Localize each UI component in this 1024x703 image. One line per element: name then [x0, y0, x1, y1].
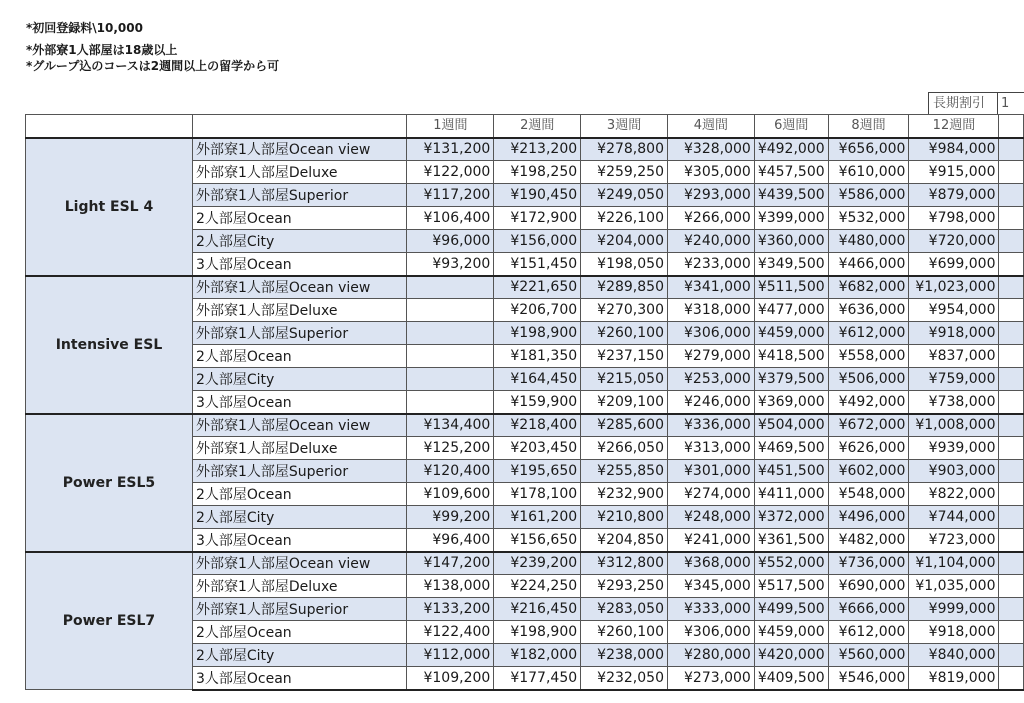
price-cell: ¥656,000 [828, 138, 909, 161]
price-cell: ¥736,000 [828, 552, 909, 575]
room-type: 2人部屋City [192, 368, 406, 391]
room-type: 外部寮1人部屋Superior [192, 460, 406, 483]
price-cell [407, 276, 494, 299]
price-cell: ¥198,900 [494, 322, 581, 345]
header-cell [192, 115, 406, 138]
price-cell [407, 368, 494, 391]
price-cell: ¥372,000 [754, 506, 828, 529]
room-type: 3人部屋Ocean [192, 529, 406, 552]
price-cell: ¥249,050 [581, 184, 668, 207]
room-type: 外部寮1人部屋Superior [192, 598, 406, 621]
price-cell: ¥459,000 [754, 621, 828, 644]
room-type: 外部寮1人部屋Ocean view [192, 276, 406, 299]
price-cell: ¥837,000 [909, 345, 999, 368]
header-cell: 2週間 [494, 115, 581, 138]
price-cell: ¥293,250 [581, 575, 668, 598]
room-type: 2人部屋Ocean [192, 483, 406, 506]
price-cell: ¥626,000 [828, 437, 909, 460]
price-cell: ¥246,000 [667, 391, 754, 414]
header-row [26, 115, 1024, 138]
price-cell [407, 345, 494, 368]
price-table [25, 114, 1024, 691]
price-cell: ¥112,000 [407, 644, 494, 667]
price-cell: ¥177,450 [494, 667, 581, 690]
price-cell-cut [999, 138, 1024, 161]
price-cell: ¥399,000 [754, 207, 828, 230]
room-type: 外部寮1人部屋Deluxe [192, 299, 406, 322]
price-cell: ¥918,000 [909, 621, 999, 644]
price-cell: ¥279,000 [667, 345, 754, 368]
price-cell: ¥409,500 [754, 667, 828, 690]
price-cell: ¥237,150 [581, 345, 668, 368]
note-group-course: *グループ込のコースは2週間以上の留学から可 [26, 59, 280, 73]
price-cell: ¥96,400 [407, 529, 494, 552]
price-cell: ¥106,400 [407, 207, 494, 230]
room-type: 2人部屋City [192, 506, 406, 529]
price-cell: ¥492,000 [828, 391, 909, 414]
price-cell: ¥109,600 [407, 483, 494, 506]
price-cell: ¥280,000 [667, 644, 754, 667]
price-cell: ¥255,850 [581, 460, 668, 483]
room-type: 外部寮1人部屋Ocean view [192, 138, 406, 161]
table-row [26, 138, 1024, 161]
price-cell: ¥122,000 [407, 161, 494, 184]
price-cell: ¥612,000 [828, 322, 909, 345]
price-cell: ¥151,450 [494, 253, 581, 276]
header-cell: 8週間 [828, 115, 909, 138]
price-cell: ¥558,000 [828, 345, 909, 368]
price-cell: ¥241,000 [667, 529, 754, 552]
price-cell: ¥723,000 [909, 529, 999, 552]
price-cell-cut [999, 207, 1024, 230]
price-cell: ¥182,000 [494, 644, 581, 667]
price-cell-cut [999, 667, 1024, 690]
room-type: 2人部屋Ocean [192, 207, 406, 230]
price-cell: ¥336,000 [667, 414, 754, 437]
price-cell: ¥984,000 [909, 138, 999, 161]
price-cell [407, 391, 494, 414]
price-cell-cut [999, 253, 1024, 276]
price-cell: ¥840,000 [909, 644, 999, 667]
price-cell: ¥161,200 [494, 506, 581, 529]
price-cell: ¥480,000 [828, 230, 909, 253]
room-type: 3人部屋Ocean [192, 667, 406, 690]
price-cell-cut [999, 299, 1024, 322]
price-cell: ¥198,050 [581, 253, 668, 276]
price-cell: ¥198,250 [494, 161, 581, 184]
price-cell-cut [999, 460, 1024, 483]
price-cell: ¥532,000 [828, 207, 909, 230]
price-cell: ¥1,035,000 [909, 575, 999, 598]
price-cell: ¥369,000 [754, 391, 828, 414]
price-cell: ¥457,500 [754, 161, 828, 184]
course-name: Power ESL7 [26, 552, 193, 690]
price-cell-cut [999, 621, 1024, 644]
price-cell: ¥418,500 [754, 345, 828, 368]
price-cell: ¥226,100 [581, 207, 668, 230]
note-registration-fee: *初回登録料\10,000 [26, 21, 143, 35]
long-term-discount-cut: 1 [997, 93, 1009, 114]
price-cell: ¥517,500 [754, 575, 828, 598]
price-cell: ¥233,000 [667, 253, 754, 276]
price-cell: ¥301,000 [667, 460, 754, 483]
room-type: 外部寮1人部屋Deluxe [192, 575, 406, 598]
room-type: 外部寮1人部屋Superior [192, 184, 406, 207]
price-cell: ¥459,000 [754, 322, 828, 345]
course-name: Intensive ESL [26, 276, 193, 414]
price-cell: ¥274,000 [667, 483, 754, 506]
price-cell: ¥156,000 [494, 230, 581, 253]
room-type: 外部寮1人部屋Ocean view [192, 552, 406, 575]
price-cell: ¥109,200 [407, 667, 494, 690]
table-row [26, 552, 1024, 575]
price-cell: ¥190,450 [494, 184, 581, 207]
price-cell: ¥918,000 [909, 322, 999, 345]
price-cell: ¥164,450 [494, 368, 581, 391]
price-cell: ¥499,500 [754, 598, 828, 621]
price-cell: ¥1,008,000 [909, 414, 999, 437]
price-cell: ¥147,200 [407, 552, 494, 575]
price-cell: ¥266,000 [667, 207, 754, 230]
price-cell: ¥720,000 [909, 230, 999, 253]
price-cell-cut [999, 161, 1024, 184]
price-cell-cut [999, 276, 1024, 299]
price-cell: ¥439,500 [754, 184, 828, 207]
course-name: Power ESL5 [26, 414, 193, 552]
price-cell: ¥759,000 [909, 368, 999, 391]
price-cell: ¥117,200 [407, 184, 494, 207]
price-cell: ¥313,000 [667, 437, 754, 460]
price-cell: ¥379,500 [754, 368, 828, 391]
room-type: 外部寮1人部屋Superior [192, 322, 406, 345]
price-cell: ¥232,050 [581, 667, 668, 690]
header-cell [26, 115, 193, 138]
price-cell-cut [999, 230, 1024, 253]
price-cell: ¥954,000 [909, 299, 999, 322]
price-cell: ¥546,000 [828, 667, 909, 690]
price-cell: ¥744,000 [909, 506, 999, 529]
price-cell: ¥361,500 [754, 529, 828, 552]
price-cell: ¥610,000 [828, 161, 909, 184]
price-cell: ¥586,000 [828, 184, 909, 207]
price-cell: ¥134,400 [407, 414, 494, 437]
price-cell-cut [999, 184, 1024, 207]
room-type: 外部寮1人部屋Ocean view [192, 414, 406, 437]
price-cell-cut [999, 483, 1024, 506]
price-cell: ¥368,000 [667, 552, 754, 575]
price-cell: ¥822,000 [909, 483, 999, 506]
price-cell: ¥232,900 [581, 483, 668, 506]
room-type: 2人部屋City [192, 644, 406, 667]
price-cell: ¥260,100 [581, 621, 668, 644]
price-cell: ¥345,000 [667, 575, 754, 598]
price-cell-cut [999, 437, 1024, 460]
price-cell: ¥672,000 [828, 414, 909, 437]
price-cell: ¥879,000 [909, 184, 999, 207]
price-cell: ¥602,000 [828, 460, 909, 483]
price-cell: ¥819,000 [909, 667, 999, 690]
header-cell-cut [999, 115, 1024, 138]
room-type: 外部寮1人部屋Deluxe [192, 437, 406, 460]
price-cell: ¥181,350 [494, 345, 581, 368]
price-cell: ¥248,000 [667, 506, 754, 529]
price-cell: ¥206,700 [494, 299, 581, 322]
price-cell: ¥612,000 [828, 621, 909, 644]
header-cell: 4週間 [667, 115, 754, 138]
price-cell: ¥466,000 [828, 253, 909, 276]
price-cell: ¥318,000 [667, 299, 754, 322]
price-cell: ¥273,000 [667, 667, 754, 690]
price-cell: ¥221,650 [494, 276, 581, 299]
price-cell: ¥411,000 [754, 483, 828, 506]
table-row [26, 414, 1024, 437]
price-cell: ¥482,000 [828, 529, 909, 552]
price-cell: ¥195,650 [494, 460, 581, 483]
room-type: 2人部屋Ocean [192, 621, 406, 644]
header-cell: 12週間 [909, 115, 999, 138]
price-cell: ¥682,000 [828, 276, 909, 299]
long-term-discount-label [928, 92, 1024, 114]
price-cell: ¥798,000 [909, 207, 999, 230]
price-cell: ¥198,900 [494, 621, 581, 644]
price-cell: ¥666,000 [828, 598, 909, 621]
price-cell: ¥312,800 [581, 552, 668, 575]
price-cell: ¥270,300 [581, 299, 668, 322]
price-cell: ¥99,200 [407, 506, 494, 529]
price-cell: ¥210,800 [581, 506, 668, 529]
room-type: 2人部屋Ocean [192, 345, 406, 368]
price-cell: ¥122,400 [407, 621, 494, 644]
price-cell: ¥360,000 [754, 230, 828, 253]
room-type: 3人部屋Ocean [192, 253, 406, 276]
price-cell: ¥133,200 [407, 598, 494, 621]
price-cell [407, 299, 494, 322]
price-cell: ¥420,000 [754, 644, 828, 667]
price-cell: ¥738,000 [909, 391, 999, 414]
table-row [26, 276, 1024, 299]
price-cell: ¥306,000 [667, 322, 754, 345]
notes-block [26, 20, 279, 74]
price-cell: ¥213,200 [494, 138, 581, 161]
price-cell: ¥218,400 [494, 414, 581, 437]
price-cell: ¥1,023,000 [909, 276, 999, 299]
price-cell: ¥451,500 [754, 460, 828, 483]
price-cell: ¥999,000 [909, 598, 999, 621]
price-cell: ¥93,200 [407, 253, 494, 276]
price-cell: ¥240,000 [667, 230, 754, 253]
header-cell: 1週間 [407, 115, 494, 138]
room-type: 2人部屋City [192, 230, 406, 253]
price-cell: ¥253,000 [667, 368, 754, 391]
price-cell: ¥511,500 [754, 276, 828, 299]
price-cell: ¥690,000 [828, 575, 909, 598]
price-cell: ¥1,104,000 [909, 552, 999, 575]
price-cell: ¥238,000 [581, 644, 668, 667]
price-cell: ¥138,000 [407, 575, 494, 598]
price-cell: ¥477,000 [754, 299, 828, 322]
price-cell-cut [999, 414, 1024, 437]
price-cell: ¥259,250 [581, 161, 668, 184]
price-cell: ¥333,000 [667, 598, 754, 621]
price-cell: ¥96,000 [407, 230, 494, 253]
price-cell: ¥506,000 [828, 368, 909, 391]
price-cell-cut [999, 575, 1024, 598]
course-name: Light ESL 4 [26, 138, 193, 276]
price-cell-cut [999, 368, 1024, 391]
price-cell: ¥178,100 [494, 483, 581, 506]
long-term-discount-text: 長期割引 [933, 96, 986, 111]
room-type: 外部寮1人部屋Deluxe [192, 161, 406, 184]
price-cell: ¥504,000 [754, 414, 828, 437]
price-cell: ¥203,450 [494, 437, 581, 460]
price-cell: ¥159,900 [494, 391, 581, 414]
price-cell: ¥285,600 [581, 414, 668, 437]
price-cell: ¥349,500 [754, 253, 828, 276]
price-cell: ¥239,200 [494, 552, 581, 575]
price-cell: ¥289,850 [581, 276, 668, 299]
price-cell: ¥283,050 [581, 598, 668, 621]
price-cell-cut [999, 322, 1024, 345]
price-cell: ¥260,100 [581, 322, 668, 345]
price-cell-cut [999, 552, 1024, 575]
note-age-limit: *外部寮1人部屋は18歳以上 [26, 43, 178, 57]
price-cell: ¥125,200 [407, 437, 494, 460]
header-cell: 6週間 [754, 115, 828, 138]
price-cell: ¥903,000 [909, 460, 999, 483]
price-cell-cut [999, 506, 1024, 529]
price-cell: ¥548,000 [828, 483, 909, 506]
price-cell: ¥293,000 [667, 184, 754, 207]
price-cell: ¥496,000 [828, 506, 909, 529]
price-cell: ¥699,000 [909, 253, 999, 276]
price-cell-cut [999, 598, 1024, 621]
price-cell: ¥216,450 [494, 598, 581, 621]
price-cell-cut [999, 345, 1024, 368]
room-type: 3人部屋Ocean [192, 391, 406, 414]
price-cell: ¥204,850 [581, 529, 668, 552]
price-cell: ¥131,200 [407, 138, 494, 161]
price-cell: ¥328,000 [667, 138, 754, 161]
price-cell: ¥469,500 [754, 437, 828, 460]
price-cell: ¥939,000 [909, 437, 999, 460]
price-cell: ¥172,900 [494, 207, 581, 230]
price-cell [407, 322, 494, 345]
price-cell: ¥266,050 [581, 437, 668, 460]
price-cell: ¥156,650 [494, 529, 581, 552]
price-cell: ¥120,400 [407, 460, 494, 483]
header-cell: 3週間 [581, 115, 668, 138]
price-cell: ¥560,000 [828, 644, 909, 667]
price-cell: ¥341,000 [667, 276, 754, 299]
price-cell: ¥552,000 [754, 552, 828, 575]
price-cell: ¥224,250 [494, 575, 581, 598]
price-cell: ¥305,000 [667, 161, 754, 184]
price-cell: ¥636,000 [828, 299, 909, 322]
price-cell: ¥204,000 [581, 230, 668, 253]
price-cell: ¥306,000 [667, 621, 754, 644]
price-cell-cut [999, 391, 1024, 414]
price-cell: ¥278,800 [581, 138, 668, 161]
price-cell: ¥492,000 [754, 138, 828, 161]
price-cell-cut [999, 644, 1024, 667]
price-cell: ¥915,000 [909, 161, 999, 184]
price-cell: ¥215,050 [581, 368, 668, 391]
price-cell: ¥209,100 [581, 391, 668, 414]
price-cell-cut [999, 529, 1024, 552]
